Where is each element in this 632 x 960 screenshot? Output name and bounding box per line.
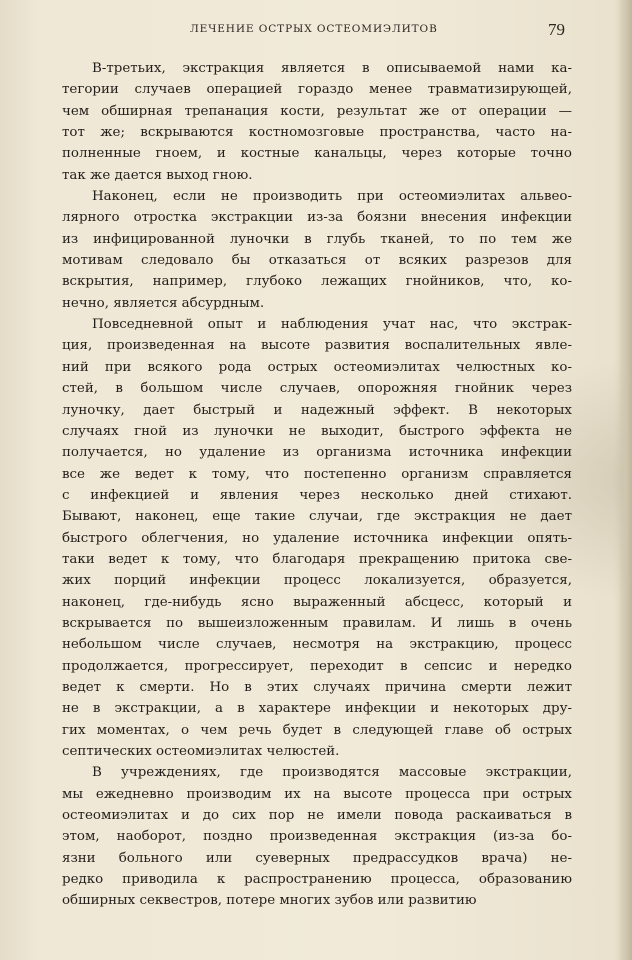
text-line: из инфицированной луночки в глубь тканей, то по тем же — [62, 231, 572, 247]
text-line: гих моментах, о чем речь будет в следующей главе об острых — [62, 722, 572, 738]
text-line: ция, произведенная на высоте развития воспалительных явле- — [62, 338, 572, 354]
text-line: Повседневной опыт и наблюдения учат нас, что экстрак- — [92, 317, 572, 333]
text-line: септических остеомиэлитах челюстей. — [62, 744, 340, 759]
text-line: стей, в большом числе случаев, опорожняя гнойник через — [62, 381, 572, 397]
text-line: таки ведет к тому, что благодаря прекращению притока све- — [62, 551, 572, 567]
text-line: обширных секвестров, потере многих зубов или развитию — [62, 893, 477, 909]
text-line: вскрытия, например, глубоко лежащих гнойников, что, ко- — [62, 274, 572, 290]
paragraph — [62, 314, 572, 762]
text-line: тегории случаев операцией гораздо менее травматизирующей, — [62, 82, 572, 98]
text-line: В учреждениях, где производятся массовые экстракции, — [92, 765, 572, 781]
text-line: нечно, является абсурдным. — [62, 295, 265, 311]
paragraph — [62, 762, 572, 911]
text-line: Бывают, наконец, еще такие случаи, где экстракция не дает — [62, 509, 572, 525]
text-line: все же ведет к тому, что постепенно организм справляется — [62, 466, 572, 482]
text-line: небольшом числе случаев, несмотря на экстракцию, процесс — [62, 637, 572, 653]
running-title: ЛЕЧЕНИЕ ОСТРЫХ ОСТЕОМИЭЛИТОВ — [190, 23, 438, 35]
page-header — [0, 20, 632, 44]
text-line: ний при всякого рода острых остеомиэлитах челюстных ко- — [62, 359, 572, 375]
text-line: этом, наоборот, поздно произведенная экстракция (из-за бо- — [62, 829, 572, 845]
paragraph — [62, 186, 572, 314]
text-line: с инфекцией и явления через несколько дней стихают. — [62, 487, 572, 503]
body-text — [62, 58, 572, 912]
text-line: редко приводила к распространению процесса, образованию — [62, 872, 572, 888]
page-edge-shadow — [618, 0, 632, 960]
text-line: тот же; вскрываются костномозговые пространства, часто на- — [62, 125, 572, 141]
text-line: жих порций инфекции процесс локализуется, образуется, — [62, 573, 572, 589]
text-line: остеомиэлитах и до сих пор не имели повода раскаиваться в — [62, 808, 572, 824]
text-line: чем обширная трепанация кости, результат же от операции — — [62, 103, 572, 119]
text-line: продолжается, прогрессирует, переходит в сепсис и нередко — [62, 658, 572, 674]
text-line: наконец, где-нибудь ясно выраженный абсцесс, который и — [62, 594, 572, 610]
text-line: мы ежедневно производим их на высоте процесса при острых — [62, 786, 572, 802]
text-line: мотивам следовало бы отказаться от всяких разрезов для — [62, 253, 572, 269]
text-line: язни больного или суеверных предрассудков врача) не- — [62, 850, 572, 866]
text-line: полненные гноем, и костные канальцы, через которые точно — [62, 146, 572, 162]
text-line: не в экстракции, а в характере инфекции и некоторых дру- — [62, 701, 572, 717]
text-line: лярного отростка экстракции из-за боязни внесения инфекции — [62, 210, 572, 226]
text-line: В-третьих, экстракция является в описываемой нами ка- — [92, 61, 572, 76]
text-line: ведет к смерти. Но в этих случаях причина смерти лежит — [62, 679, 572, 695]
text-line: Наконец, если не производить при остеомиэлитах альвео- — [92, 189, 572, 205]
page-number: 79 — [548, 20, 565, 39]
text-line: случаях гной из луночки не выходит, быстрого эффекта не — [62, 423, 572, 439]
text-line: получается, но удаление из организма источника инфекции — [62, 445, 572, 461]
text-line: быстрого облегчения, но удаление источника инфекции опять- — [62, 530, 572, 546]
text-line: луночку, дает быстрый и надежный эффект. В некоторых — [62, 402, 572, 418]
text-line: вскрывается по вышеизложенным правилам. И лишь в очень — [62, 615, 572, 631]
text-line: так же дается выход гною. — [62, 167, 253, 183]
paragraph — [62, 58, 572, 186]
